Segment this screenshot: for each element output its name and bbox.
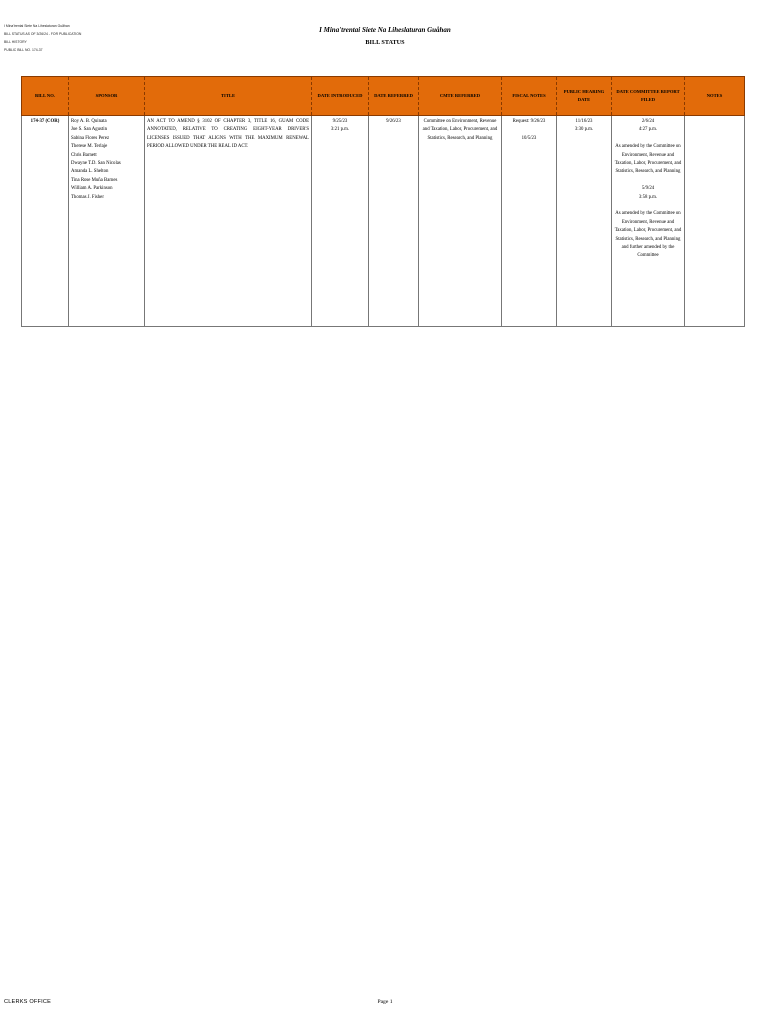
- column-header-sponsor: SPONSOR: [69, 77, 145, 116]
- column-header-notes: NOTES: [685, 77, 745, 116]
- fiscal-note-date: 10/5/23: [521, 135, 537, 141]
- meta-line: I Mina'trentai Siete Na Liheslaturan Guåhan: [4, 24, 70, 28]
- title-cell: [145, 116, 312, 327]
- meta-line: BILL STATUS AS OF 3/26/24 - FOR PUBLICATION: [4, 32, 82, 36]
- sponsor-name: Tina Rose Muña Barnes: [71, 177, 118, 183]
- meta-line: PUBLIC BILL NO. 174-37: [4, 48, 43, 52]
- committee-report-cell: [612, 116, 685, 327]
- bill-number-text: 174-37 (COR): [30, 119, 60, 124]
- bill-title: AN ACT TO AMEND § 3102 OF CHAPTER 3, TITLE 16, GUAM CODE ANNOTATED, RELATIVE TO CREATING EIGHT-YEAR DRIVER'S LICENSES ISSUED THAT ALIGNS WITH THE MAXIMUM RENEWAL PERIOD ALLOWED UNDER THE REAL ID ACT.: [147, 119, 309, 150]
- date-referred: 9/26/23: [386, 119, 401, 124]
- report-time: 4:27 p.m.: [638, 127, 658, 133]
- sponsor-name: Joe S. San Agustin: [71, 127, 107, 133]
- column-header-bill-no: BILL NO.: [22, 77, 69, 116]
- sponsor-name: Therese M. Terlaje: [71, 144, 108, 150]
- report-note: As amended by the Committee on Environment, Revenue and Taxation, Labor, Procurement, and Statistics, Research, and Planning: [614, 144, 682, 175]
- column-header-title: TITLE: [145, 77, 312, 116]
- hearing-time: 3:30 p.m.: [574, 127, 594, 133]
- public-hearing-cell: [557, 116, 612, 327]
- page-title: BILL STATUS: [365, 39, 405, 46]
- committee-referred-cell: [419, 116, 502, 327]
- fiscal-note-request: Request: 9/26/23: [512, 119, 546, 124]
- committee-referred: Committee on Environment, Revenue and Taxation, Labor, Procurement, and Statistics, Research, and Planning: [422, 119, 498, 141]
- time-introduced: 3:21 p.m.: [330, 127, 350, 133]
- legislature-name: I Mina'trentai Siete Na Liheslaturan Guåhan: [319, 26, 451, 34]
- report-note: As amended by the Committee on Environment, Revenue and Taxation, Labor, Procurement, and Statistics, Research, and Planning and further amended by the Committee: [614, 211, 682, 259]
- bill-status-table: [21, 76, 745, 327]
- sponsor-cell: [69, 116, 145, 327]
- hearing-date: 11/16/23: [575, 119, 593, 124]
- date-introduced: 9/25/23: [332, 119, 348, 124]
- report-date: 5/9/24: [641, 186, 655, 192]
- sponsor-name: Chris Barnett: [71, 152, 97, 158]
- meta-line: BILL HISTORY: [4, 40, 27, 44]
- column-header-date-introduced: DATE INTRODUCED: [312, 77, 369, 116]
- table-row: [22, 116, 745, 327]
- date-referred-cell: [369, 116, 419, 327]
- column-header-date-referred: DATE REFERRED: [369, 77, 419, 116]
- footer-office: CLERKS OFFICE: [4, 999, 52, 1005]
- page-number: Page 1: [377, 999, 393, 1005]
- column-header-fiscal-notes: FISCAL NOTES: [502, 77, 557, 116]
- sponsor-name: Amanda L. Shelton: [71, 169, 109, 175]
- sponsor-name: Sabina Flores Perez: [71, 135, 110, 141]
- bill-number: [22, 116, 69, 327]
- report-time: 3:58 p.m.: [638, 194, 658, 200]
- column-header-public-hearing: PUBLIC HEARING DATE: [557, 77, 612, 116]
- date-introduced-cell: [312, 116, 369, 327]
- column-header-cmte-referred: CMTE REFERRED: [419, 77, 502, 116]
- fiscal-notes-cell: [502, 116, 557, 327]
- report-date: 2/6/24: [641, 119, 655, 124]
- table-header-row: [22, 77, 745, 116]
- sponsor-name: William A. Parkinson: [71, 186, 113, 192]
- sponsor-name: Dwayne T.D. San Nicolas: [71, 161, 121, 167]
- column-header-committee-report: DATE COMMITTEE REPORT FILED: [612, 77, 685, 116]
- sponsor-name: Thomas J. Fisher: [71, 194, 104, 200]
- sponsor-name: Roy A. B. Quinata: [71, 119, 107, 124]
- notes-cell: [685, 116, 745, 327]
